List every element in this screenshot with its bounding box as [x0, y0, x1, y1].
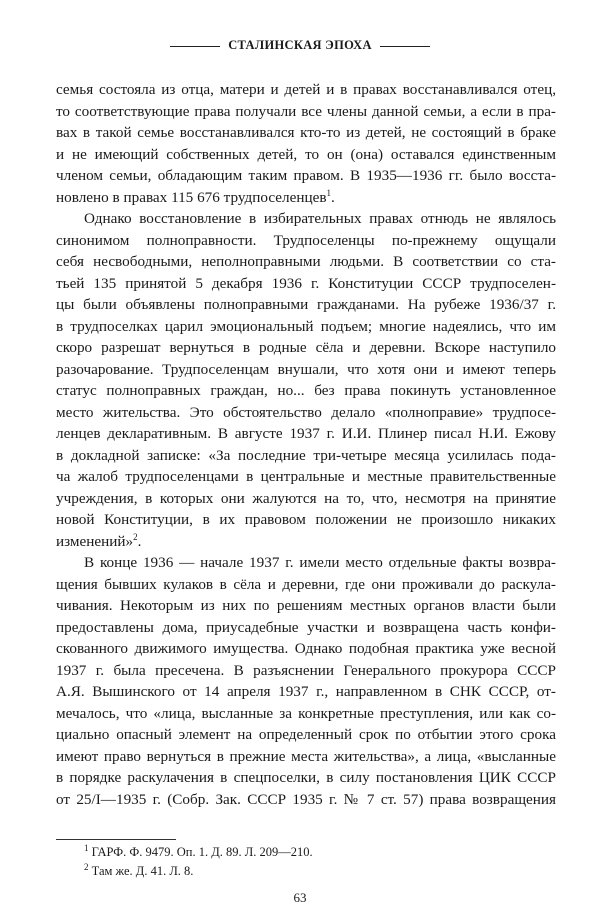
line-text: новлено в правах 115 676 трудпоселенцев: [56, 188, 327, 206]
footnote-number: 2: [84, 861, 89, 872]
punctuation: .: [137, 532, 142, 550]
text-line: [56, 488, 556, 510]
text-line: [56, 294, 556, 316]
line-text: ленцев декларативным. В августе 1937 г. И.И. Плинер писал Н.И. Ежову: [56, 425, 556, 442]
line-text: членом семьи, обладающим таким правом. В 1935—1936 гг. было восста-: [56, 167, 556, 184]
text-line: [56, 767, 556, 789]
line-text: 1937 г. была пресечена. В разъяснении Генерального прокурора СССР: [56, 661, 556, 679]
text-line: [56, 574, 556, 596]
line-text: предоставлены дома, приусадебные участки и возвращена часть конфи-: [56, 618, 556, 636]
text-line: [56, 208, 556, 230]
text-line: [56, 466, 556, 488]
line-text: имеют право вернуться в прежние места жительства», а лица, «высланные: [56, 747, 556, 765]
line-text: в порядке раскулачения в спецпоселки, в силу постановления ЦИК СССР: [56, 769, 556, 786]
text-line: [56, 380, 556, 402]
text-line: [56, 316, 556, 338]
line-text: синонимом полноправности. Трудпоселенцы по-прежнему ощущали: [56, 231, 556, 249]
line-text: разочарование. Трудпоселенцам внушали, что хотя они и имеют теперь: [56, 360, 556, 378]
text-line: [56, 402, 556, 424]
line-text: статус полноправных граждан, но... без права покинуть установленное: [56, 382, 556, 399]
line-text: в докладной записке: «За последние три-четыре месяца усилилась пода-: [56, 446, 556, 464]
header-title: СТАЛИНСКАЯ ЭПОХА: [228, 38, 372, 52]
text-line: [56, 595, 556, 617]
paragraph: [56, 208, 556, 552]
body-text: [56, 79, 556, 810]
line-text: скоро разрешат вернуться в родные сёла и деревни. Вскоре наступило: [56, 339, 556, 356]
punctuation: .: [331, 188, 335, 206]
text-line: [56, 359, 556, 381]
paragraph: [56, 552, 556, 810]
footnote-text: ГАРФ. Ф. 9479. Оп. 1. Д. 89. Л. 209—210.: [91, 845, 313, 859]
footnote-number: 1: [84, 842, 89, 853]
line-text: вах в такой семье восстанавливался кто-то из детей, не состоящий в браке: [56, 124, 556, 141]
text-line: [56, 230, 556, 252]
line-text: В конце 1936 — начале 1937 г. имели место отдельные факты возвра-: [84, 554, 556, 571]
footnote-1: [84, 842, 313, 860]
line-text: место жительства. Это обстоятельство делало «полноправие» трудпосе-: [56, 403, 556, 421]
line-text: и не имеющий собственных детей, то он (она) оставался единственным: [56, 145, 556, 163]
text-line: [56, 165, 556, 187]
footnote-divider: [56, 839, 176, 840]
text-line: [56, 251, 556, 273]
footnote-text: Там же. Д. 41. Л. 8.: [91, 864, 194, 878]
line-text: ча жалоб трудпоселенцами в центральные и местные правительственные: [56, 468, 556, 485]
page-number: 63: [293, 890, 307, 905]
text-line: [56, 617, 556, 639]
line-text: А.Я. Вышинского от 14 апреля 1937 г., направленном в СНК СССР, от-: [56, 683, 556, 700]
text-line: [56, 703, 556, 725]
text-line: [56, 337, 556, 359]
text-line: [56, 423, 556, 445]
text-line: [56, 746, 556, 768]
line-text: новой Конституции, в их правовом положении не произошло никаких: [56, 511, 556, 528]
text-line: [56, 122, 556, 144]
header-rule-left: [170, 46, 220, 47]
text-line: [56, 724, 556, 746]
line-text: Однако восстановление в избирательных правах отнюдь не являлось: [84, 210, 556, 227]
line-text: мечалось, что «лица, высланные за конкретные преступления, или как со-: [56, 704, 556, 722]
line-text: циально опасный элемент на определенный срок по отбытии этого срока: [56, 726, 556, 743]
paragraph: [56, 79, 556, 208]
text-line: [56, 789, 556, 811]
line-text: в трудпоселках царил эмоциональный подъем; многие надеялись, что им: [56, 317, 556, 335]
line-text: то соответствующие права получали все члены данной семьи, а если в пра-: [56, 102, 556, 120]
line-text: чивания. Некоторым из них по решениям местных органов власти были: [56, 597, 556, 614]
running-header: [0, 38, 600, 53]
text-line: [56, 638, 556, 660]
line-text: скованного движимого имущества. Однако подобная практика уже весной: [56, 640, 556, 657]
text-line: [56, 101, 556, 123]
text-line: [56, 552, 556, 574]
text-line: [56, 144, 556, 166]
line-text: себя несвободными, неполноправными людьми. В соответствии со ста-: [56, 253, 556, 270]
line-text: семья состояла из отца, матери и детей и в правах восстанавливался отец,: [56, 81, 556, 98]
text-line: [56, 531, 556, 553]
header-rule-right: [380, 46, 430, 47]
text-line: [56, 273, 556, 295]
text-line: [56, 79, 556, 101]
line-text: от 25/I—1935 г. (Собр. Зак. СССР 1935 г. № 7 ст. 57) права возвращения: [56, 790, 556, 808]
text-line: [56, 660, 556, 682]
text-line: [56, 445, 556, 467]
line-text: изменений»: [56, 532, 134, 550]
line-text: тьей 135 принятой 5 декабря 1936 г. Конституции СССР трудпоселен-: [56, 274, 556, 292]
footnote-2: [84, 861, 194, 879]
line-text: цы были объявлены полноправными гражданами. На рубеже 1936/37 г.: [56, 296, 556, 313]
text-line: [56, 187, 556, 209]
text-line: [56, 681, 556, 703]
text-line: [56, 509, 556, 531]
line-text: учреждения, в которых они жалуются на то, что, несмотря на принятие: [56, 489, 556, 507]
footnote-reference[interactable]: 2: [133, 531, 138, 542]
footnote-reference[interactable]: 1: [326, 187, 331, 198]
line-text: щения бывших кулаков в сёла и деревни, где они проживали до раскула-: [56, 575, 556, 593]
